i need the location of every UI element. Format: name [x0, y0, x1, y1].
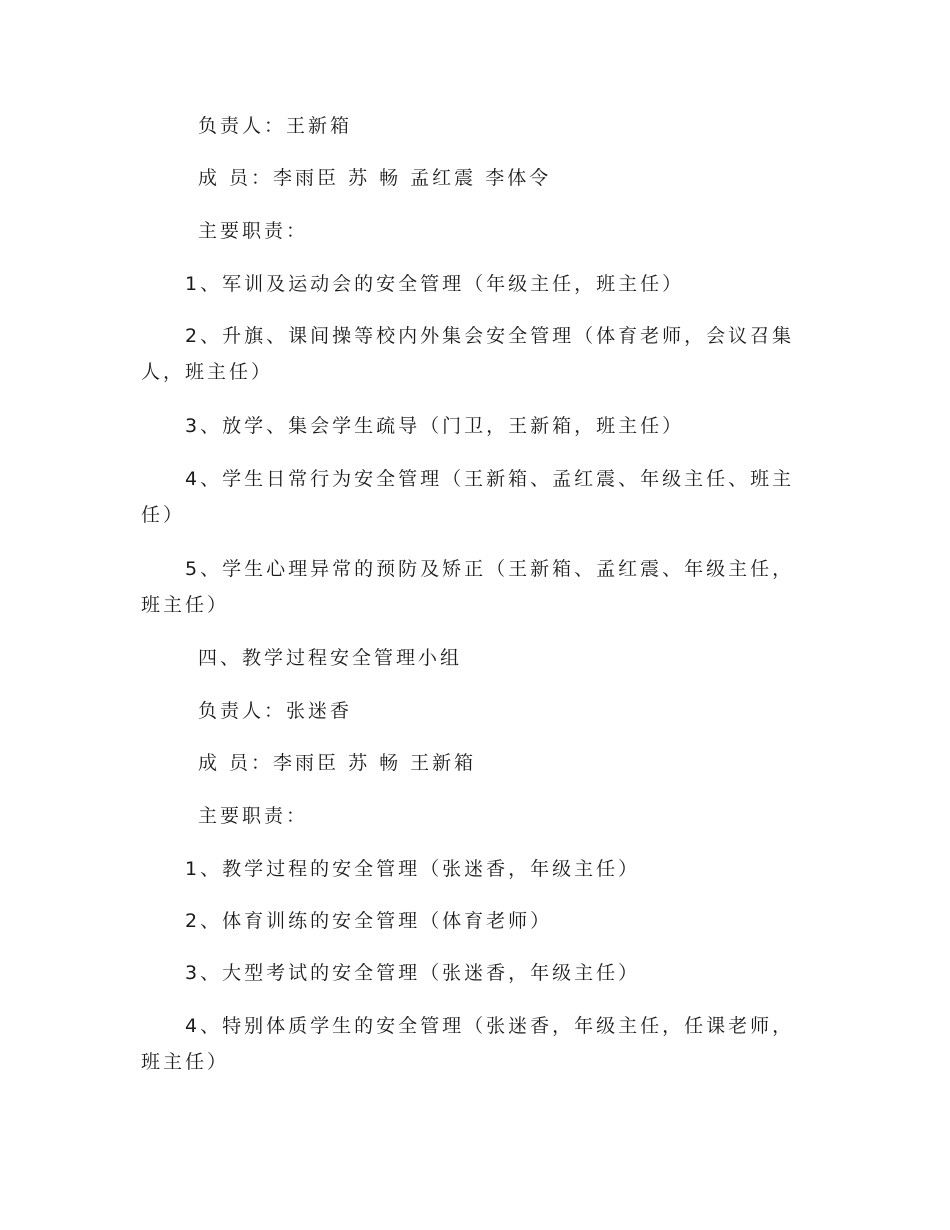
group4-duty-4: 4、特别体质学生的安全管理（张迷香，年级主任，任课老师，班主任）	[141, 1015, 795, 1073]
group4-title: 四、教学过程安全管理小组	[198, 647, 463, 669]
group3-members: 成 员：李雨臣 苏 畅 孟红震 李体令	[198, 167, 552, 189]
group3-duties-heading: 主要职责：	[198, 220, 309, 242]
group4-duty-1: 1、教学过程的安全管理（张迷香，年级主任）	[185, 858, 641, 880]
group4-members: 成 员：李雨臣 苏 畅 王新箱	[198, 752, 477, 774]
group3-duty-1: 1、军训及运动会的安全管理（年级主任，班主任）	[185, 273, 685, 295]
group4-duty-2: 2、体育训练的安全管理（体育老师）	[185, 910, 553, 932]
group3-duty-2: 2、升旗、课间操等校内外集会安全管理（体育老师，会议召集人，班主任）	[141, 325, 795, 383]
group3-duty-3: 3、放学、集会学生疏导（门卫，王新箱，班主任）	[185, 415, 685, 437]
group4-duty-3: 3、大型考试的安全管理（张迷香，年级主任）	[185, 962, 641, 984]
group4-leader: 负责人：张迷香	[198, 700, 353, 722]
group3-leader: 负责人：王新箱	[198, 115, 353, 137]
group4-duties-heading: 主要职责：	[198, 805, 309, 827]
group3-duty-5: 5、学生心理异常的预防及矫正（王新箱、孟红震、年级主任，班主任）	[141, 558, 795, 616]
group3-duty-4: 4、学生日常行为安全管理（王新箱、孟红震、年级主任、班主任）	[141, 468, 795, 526]
